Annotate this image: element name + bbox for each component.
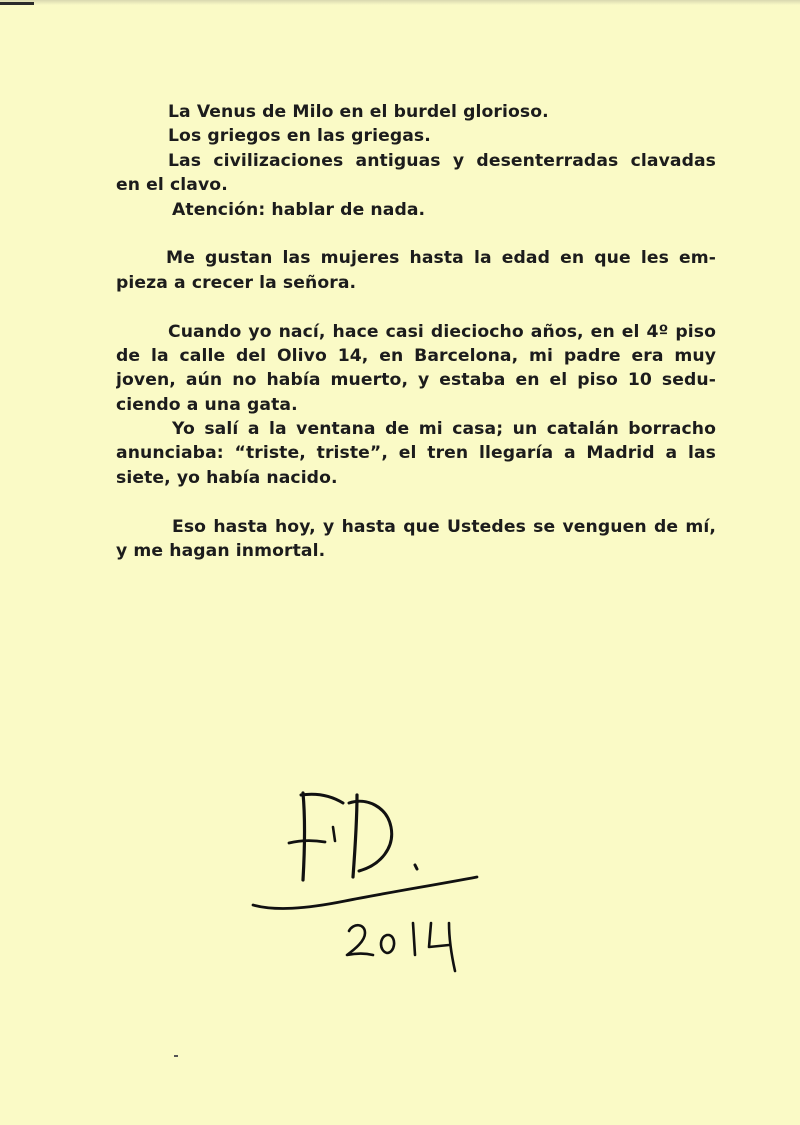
scan-speck: [174, 1055, 178, 1057]
text-line: Yo salí a la ventana de mi casa; un catalán borracho: [172, 419, 716, 440]
text-line: Me gustan las mujeres hasta la edad en que les em-: [166, 248, 716, 269]
handwritten-signature: [245, 785, 495, 980]
text-line: anunciaba: “triste, triste”, el tren llegaría a Madrid a las: [116, 443, 716, 464]
scan-edge: [0, 0, 800, 5]
text-line: Eso hasta hoy, y hasta que Ustedes se venguen de mí,: [172, 516, 716, 537]
text-line: en el clavo.: [116, 175, 228, 196]
text-line: Cuando yo nací, hace casi dieciocho años, en el 4º piso: [168, 321, 716, 342]
text-line: siete, yo había nacido.: [116, 467, 338, 488]
text-line: Los griegos en las griegas.: [168, 126, 431, 147]
text-line: y me hagan inmortal.: [116, 541, 326, 562]
text-line: de la calle del Olivo 14, en Barcelona, mi padre era muy: [116, 345, 716, 366]
text-line: ciendo a una gata.: [116, 394, 298, 415]
text-line: Las civilizaciones antiguas y desenterradas clavadas: [168, 150, 716, 171]
text-line: pieza a crecer la señora.: [116, 272, 357, 293]
text-line: Atención: hablar de nada.: [172, 199, 426, 220]
poem-text: [116, 100, 716, 563]
text-line: La Venus de Milo en el burdel glorioso.: [168, 102, 549, 122]
scan-mark: [0, 2, 34, 5]
text-line: joven, aún no había muerto, y estaba en el piso 10 sedu-: [116, 370, 716, 391]
